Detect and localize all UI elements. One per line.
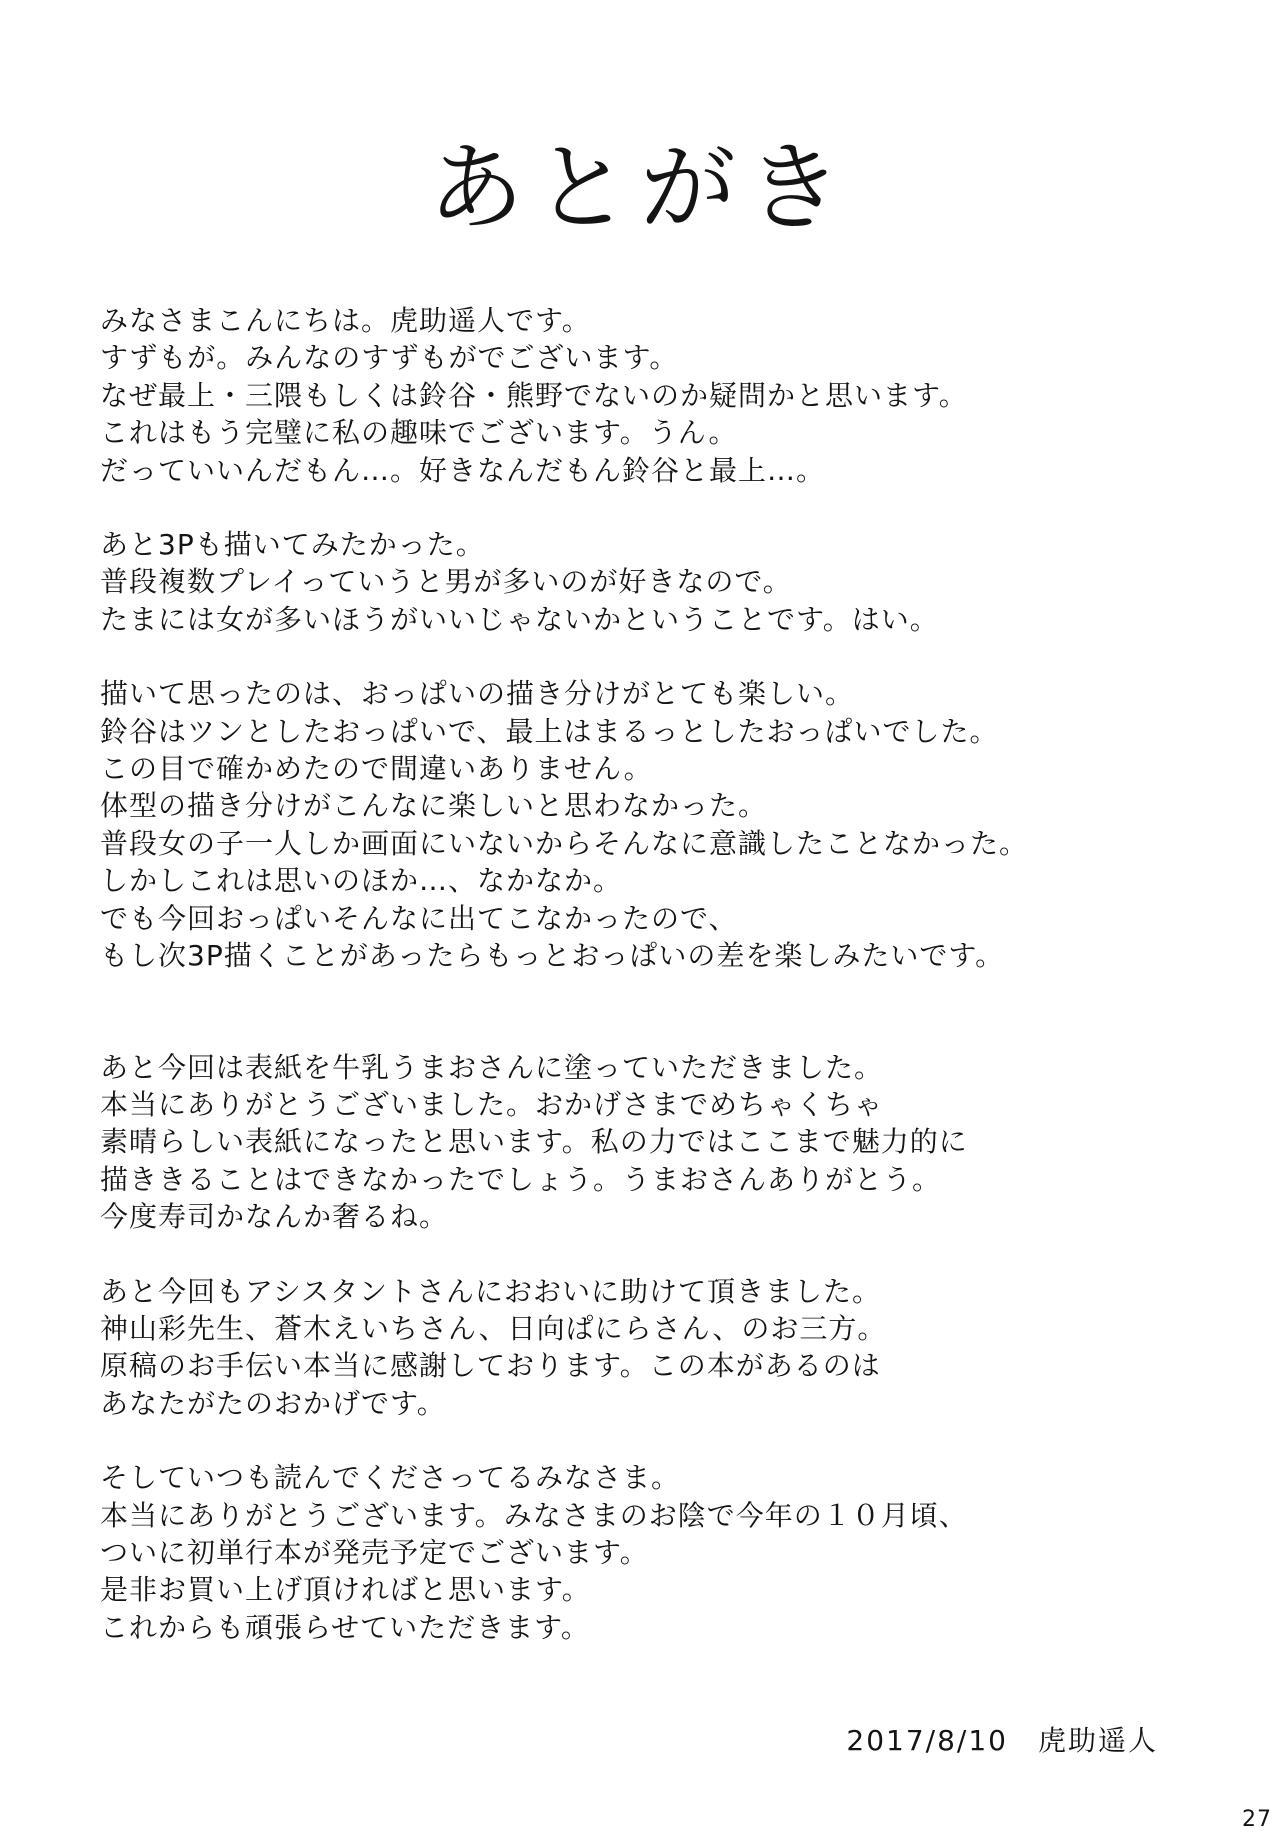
text-line: 普段女の子一人しか画面にいないからそんなに意識したことなかった。 bbox=[100, 826, 1029, 860]
text-line: なぜ最上・三隈もしくは鈴谷・熊野でないのか疑問かと思います。 bbox=[100, 378, 968, 412]
text-line: 是非お買い上げ頂ければと思います。 bbox=[100, 1573, 591, 1607]
paragraph-drawing-thoughts bbox=[100, 675, 1210, 974]
text-line: これからも頑張らせていただきます。 bbox=[100, 1610, 590, 1644]
paragraph-greeting bbox=[100, 302, 1210, 489]
text-line: あと今回は表紙を牛乳うまおさんに塗っていただきました。 bbox=[100, 1050, 884, 1084]
text-line: 描ききることはできなかったでしょう。うまおさんありがとう。 bbox=[100, 1162, 942, 1196]
afterword-body bbox=[100, 302, 1210, 1646]
text-line: 原稿のお手伝い本当に感謝しております。この本があるのは bbox=[100, 1349, 881, 1383]
text-line: そしていつも読んでくださってるみなさま。 bbox=[100, 1461, 681, 1495]
paragraph-3p bbox=[100, 526, 1210, 638]
text-line: 体型の描き分けがこんなに楽しいと思わなかった。 bbox=[100, 789, 768, 823]
text-line: あと今回もアシスタントさんにおおいに助けて頂きました。 bbox=[100, 1274, 882, 1308]
text-line: 普段複数プレイっていうと男が多いのが好きなので。 bbox=[100, 565, 792, 599]
paragraph-cover-thanks bbox=[100, 1049, 1210, 1236]
text-line: 本当にありがとうございます。みなさまのお陰で今年の１０月頃、 bbox=[100, 1498, 968, 1532]
text-line: 今度寿司かなんか奢るね。 bbox=[100, 1200, 449, 1234]
signature-author: 虎助遥人 bbox=[1037, 1724, 1158, 1757]
text-line: もし次3P描くことがあったらもっとおっぱいの差を楽しみたいです。 bbox=[100, 939, 1005, 973]
text-line: 鈴谷はツンとしたおっぱいで、最上はまるっとしたおっぱいでした。 bbox=[100, 714, 999, 748]
text-line: これはもう完璧に私の趣味でございます。うん。 bbox=[100, 416, 738, 450]
text-line: 素晴らしい表紙になったと思います。私の力ではここまで魅力的に bbox=[100, 1125, 968, 1159]
text-line: でも今回おっぱいそんなに出てこなかったので、 bbox=[100, 901, 738, 935]
signature-date: 2017/8/10 bbox=[846, 1724, 1008, 1757]
text-line: 本当にありがとうございました。おかげさまでめちゃくちゃ bbox=[100, 1087, 884, 1121]
paragraph-reader-thanks bbox=[100, 1459, 1210, 1646]
text-line: みなさまこんにちは。虎助遥人です。 bbox=[100, 304, 591, 337]
page-title: あとがき bbox=[428, 132, 852, 244]
signature bbox=[846, 1719, 1158, 1759]
text-line: この目で確かめたので間違いありません。 bbox=[100, 752, 653, 786]
page-number: 27 bbox=[1242, 1807, 1272, 1832]
text-line: すずもが。みんなのすずもがでございます。 bbox=[100, 341, 679, 375]
text-line: あと3Pも描いてみたかった。 bbox=[100, 528, 485, 562]
text-line: しかしこれは思いのほか…、なかなか。 bbox=[100, 864, 623, 898]
text-line: だっていいんだもん…。好きなんだもん鈴谷と最上…。 bbox=[100, 453, 826, 487]
text-line: 描いて思ったのは、おっぱいの描き分けがとても楽しい。 bbox=[100, 677, 855, 711]
text-line: あなたがたのおかげです。 bbox=[100, 1386, 446, 1420]
text-line: 神山彩先生、蒼木えいちさん、日向ぱにらさん、のお三方。 bbox=[100, 1311, 887, 1345]
text-line: ついに初単行本が発売予定でございます。 bbox=[100, 1535, 649, 1569]
paragraph-assistant-thanks bbox=[100, 1273, 1210, 1423]
text-line: たまには女が多いほうがいいじゃないかということです。はい。 bbox=[100, 602, 939, 636]
